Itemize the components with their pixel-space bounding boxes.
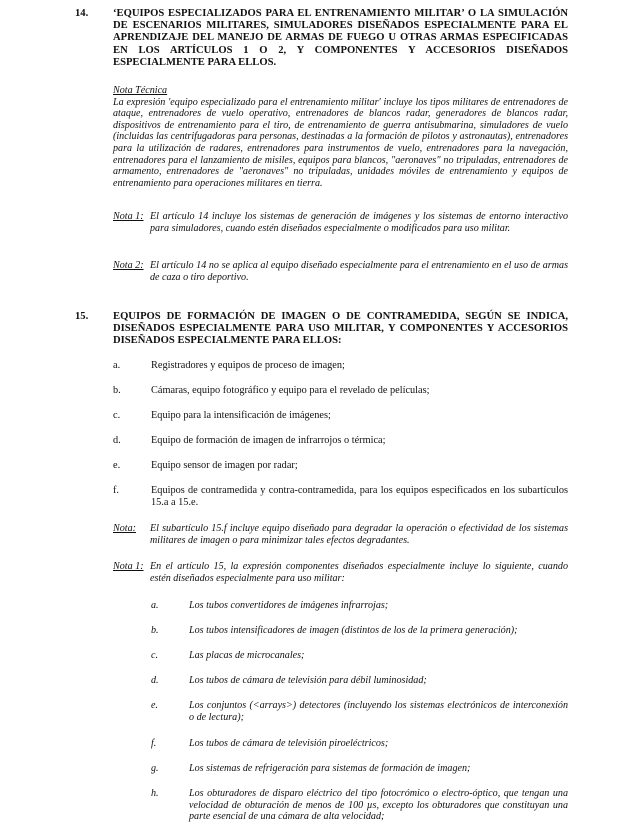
note-label: Nota: [113,523,136,534]
item-text: Registradores y equipos de proceso de imagen; [151,360,345,371]
item-label: d. [113,435,121,446]
note-text: El artículo 14 no se aplica al equipo diseñado especialmente para el entrenamiento en el uso de armas de caza o tiro deportivo. [150,260,568,283]
sub-item-text: Los conjuntos (<arrays>) detectores (incluyendo los sistemas electrónicos de interconexión o de lectura); [189,700,568,723]
section-15-number: 15. [75,311,89,322]
sub-item-label: g. [151,763,159,774]
sub-item-label: d. [151,675,159,686]
sub-item-label: e. [151,700,159,711]
technical-note-text: La expresión 'equipo especializado para el entrenamiento militar' incluye los tipos militares de entrenadores de ataque, entrenadores de vuelo operativo, entrenadores de blancos radar, generadores de blancos radar, dispositivos de entrenamiento para el tiro, de entrenamiento de guerra antisubmarina, simuladores de vuelo (incluidas las centrifugadoras para personas, destinadas a la formación de pilotos y astronautas), entrenadores para la utilización de radares, entrenadores para instrumentos de vuelo, entrenadores para la navegación, entrenadores para el lanzamiento de misiles, equipos para blancos, "aeronaves" no tripuladas, entrenadores de armamento, entrenadores de "aeronaves" no tripuladas, unidades móviles de entrenamiento y equipos de entrenamiento para operaciones militares en tierra. [113,96,568,189]
note-text: El artículo 14 incluye los sistemas de generación de imágenes y los sistemas de entorno interactivo para simuladores, cuando estén diseñados especialmente o modificados para uso militar. [150,211,568,234]
technical-note-label: Nota Técnica [113,85,168,96]
sub-item-text: Los sistemas de refrigeración para sistemas de formación de imagen; [189,763,471,774]
note-text: El subartículo 15.f incluye equipo diseñado para degradar la operación o efectividad de los sistemas militares de imagen o para minimizar tales efectos degradantes. [150,523,568,546]
note-label: Nota 1: [113,561,144,572]
sub-item-label: h. [151,788,159,799]
note-label: Nota 1: [113,211,144,222]
sub-item-text: Los tubos de cámara de televisión piroeléctricos; [189,738,389,749]
item-text: Equipos de contramedida y contra-contramedida, para los equipos especificados en los subartículos 15.a a 15.e. [151,485,568,509]
note-text: En el artículo 15, la expresión componentes diseñados especialmente incluye lo siguiente, cuando estén diseñados especialmente para uso militar: [150,561,568,584]
sub-item-label: b. [151,625,159,636]
sub-item-text: Los obturadores de disparo eléctrico del tipo fotocrómico o electro-óptico, que tengan una velocidad de obturación de menos de 100 µs, excepto los obturadores que constituyan una parte esencial de una cámara de alta velocidad; [189,788,568,823]
item-label: b. [113,385,121,396]
item-text: Equipo sensor de imagen por radar; [151,460,298,471]
item-label: f. [113,485,120,496]
section-14-title: ‘EQUIPOS ESPECIALIZADOS PARA EL ENTRENAMIENTO MILITAR’ O LA SIMULACIÓN DE ESCENARIOS MILITARES, SIMULADORES DISEÑADOS ESPECIALMENTE PARA EL APRENDIZAJE DEL MANEJO DE ARMAS DE FUEGO U OTRAS ARMAS ESPECIFICADAS EN LOS ARTÍCULOS 1 O 2, Y COMPONENTES Y ACCESORIOS DISEÑADOS ESPECIALMENTE PARA ELLOS. [113,8,568,68]
sub-item-label: c. [151,650,159,661]
sub-item-text: Los tubos de cámara de televisión para débil luminosidad; [189,675,427,686]
section-14-number: 14. [75,8,89,19]
item-text: Cámaras, equipo fotográfico y equipo para el revelado de películas; [151,385,430,396]
sub-item-text: Los tubos intensificadores de imagen (distintos de los de la primera generación); [189,625,518,636]
technical-note [113,85,568,189]
item-text: Equipo para la intensificación de imágenes; [151,410,331,421]
sub-item-label: f. [151,738,157,749]
item-label: e. [113,460,121,471]
note-label: Nota 2: [113,260,144,271]
section-15-title: EQUIPOS DE FORMACIÓN DE IMAGEN O DE CONTRAMEDIDA, SEGÚN SE INDICA, DISEÑADOS ESPECIALMENTE PARA USO MILITAR, Y COMPONENTES Y ACCESORIOS DISEÑADOS ESPECIALMENTE PARA ELLOS: [113,311,568,347]
item-label: c. [113,410,121,421]
sub-item-label: a. [151,600,159,611]
sub-item-text: Las placas de microcanales; [189,650,305,661]
item-label: a. [113,360,121,371]
item-text: Equipo de formación de imagen de infrarrojos o térmica; [151,435,386,446]
sub-item-text: Los tubos convertidores de imágenes infrarrojas; [189,600,389,611]
